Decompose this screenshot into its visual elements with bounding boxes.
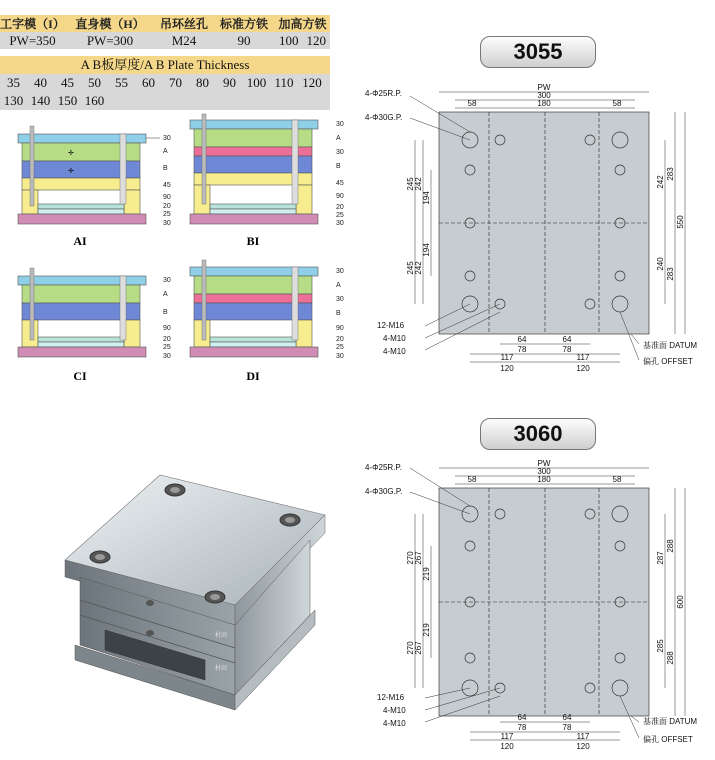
drawing-3060 xyxy=(355,458,715,758)
dim-top: 180 xyxy=(537,475,551,484)
dim-bottom: 64 xyxy=(517,713,527,722)
thickness-value: 150 xyxy=(57,93,78,108)
dim-top: 58 xyxy=(467,99,477,108)
label-m10: 4-M10 xyxy=(383,347,406,356)
thickness-title: A B板厚度/A B Plate Thickness xyxy=(0,56,330,74)
mold-di xyxy=(190,260,344,383)
dim-label: 90 xyxy=(163,194,171,201)
thickness-value: 100 xyxy=(246,75,267,90)
ejector-plate xyxy=(210,204,296,209)
label-datum: 基准面 DATUM xyxy=(643,341,698,350)
plate-bottom-clamp xyxy=(18,347,146,357)
dim-right: 285 xyxy=(656,639,665,653)
spec-value: PW=350 xyxy=(0,32,65,49)
dim-bottom: 117 xyxy=(576,732,590,741)
dim-right: 242 xyxy=(656,175,665,189)
dim-label: 25 xyxy=(336,344,344,351)
dim-left: 267 xyxy=(414,551,423,565)
dim-left: 267 xyxy=(414,641,423,655)
dim-bottom: 78 xyxy=(562,723,572,732)
dim-right: 283 xyxy=(666,267,675,281)
dim-top: 180 xyxy=(537,99,551,108)
dim-label: 30 xyxy=(336,220,344,227)
dim-label: 30 xyxy=(163,220,171,227)
drawing-3055 xyxy=(355,82,715,382)
plate-top-clamp xyxy=(190,120,318,129)
plate-top-clamp xyxy=(18,276,146,285)
spec-header-high: 加高方铁 xyxy=(275,15,330,32)
dim-bottom: 117 xyxy=(500,732,514,741)
label-offset: 偏孔 OFFSET xyxy=(643,735,693,744)
thickness-value: 70 xyxy=(169,75,182,90)
thickness-value: 80 xyxy=(196,75,209,90)
dim-label: 30 xyxy=(336,353,344,360)
plate-bottom-clamp xyxy=(190,347,318,357)
plate-top-clamp xyxy=(190,267,318,276)
spec-header-i: 工字模（I） xyxy=(0,17,65,31)
dim-right: 288 xyxy=(666,539,675,553)
dim-label: 30 xyxy=(163,277,171,284)
dim-right: 600 xyxy=(676,595,685,609)
dim-bottom: 78 xyxy=(517,723,527,732)
dim-right: 288 xyxy=(666,651,675,665)
ejector-plate xyxy=(38,337,124,342)
dim-label: 20 xyxy=(336,336,344,343)
model-3055-badge: 3055 xyxy=(480,36,596,68)
label-offset: 偏孔 OFFSET xyxy=(643,357,693,366)
dim-label: B xyxy=(336,310,341,317)
dim-bottom: 117 xyxy=(576,353,590,362)
mold-base-photo xyxy=(55,465,330,735)
dim-label: 30 xyxy=(336,149,344,156)
dim-label: 45 xyxy=(163,182,171,189)
dim-label: 30 xyxy=(163,135,171,142)
spec-header-hoist: 吊环丝孔 xyxy=(155,15,213,32)
dim-label: 90 xyxy=(336,325,344,332)
dim-label: 25 xyxy=(163,344,171,351)
mold-label: AI xyxy=(73,234,87,248)
dim-bottom: 120 xyxy=(500,742,514,751)
label-gp: 4-Φ30G.P. xyxy=(365,487,403,496)
brand-mark: 村田 xyxy=(215,633,228,639)
spacer-right xyxy=(296,320,312,347)
thickness-row-2 xyxy=(0,92,330,110)
dim-top: 58 xyxy=(612,475,622,484)
label-m16: 12-M16 xyxy=(377,693,405,702)
thickness-value: 35 xyxy=(7,75,20,90)
thickness-value: 160 xyxy=(84,93,105,108)
dim-label: B xyxy=(163,309,168,316)
dim-pw: PW xyxy=(537,459,551,468)
dim-right: 550 xyxy=(676,215,685,229)
dim-bottom: 64 xyxy=(562,713,572,722)
dim-left: 270 xyxy=(406,641,415,655)
thickness-value: 140 xyxy=(30,93,51,108)
dim-top: 300 xyxy=(537,467,551,476)
dim-label: 30 xyxy=(336,121,344,128)
dim-left: 245 xyxy=(406,261,415,275)
guide-pin xyxy=(202,114,206,204)
spec-value: 120 xyxy=(303,32,331,49)
label-m16: 12-M16 xyxy=(377,321,405,330)
label-gp: 4-Φ30G.P. xyxy=(365,113,403,122)
spec-value: PW=300 xyxy=(65,32,155,49)
cross-icon: ✛ xyxy=(68,150,74,157)
dim-bottom: 78 xyxy=(517,345,527,354)
brand-mark: 村田 xyxy=(215,666,228,672)
ejector-retainer xyxy=(210,342,296,347)
guide-pin xyxy=(120,134,126,204)
spec-header-std: 标准方铁 xyxy=(213,15,275,32)
spacer-right xyxy=(124,320,140,347)
label-m10: 4-M10 xyxy=(383,706,406,715)
dim-label: 45 xyxy=(336,180,344,187)
dim-label: A xyxy=(336,135,341,142)
dim-label: 20 xyxy=(336,204,344,211)
dim-left: 194 xyxy=(422,243,431,257)
dim-label: 30 xyxy=(163,353,171,360)
thickness-value: 90 xyxy=(223,75,236,90)
spec-value: M24 xyxy=(155,32,213,49)
mold-diagrams xyxy=(0,112,350,392)
dim-left: 219 xyxy=(422,567,431,581)
ejector-retainer xyxy=(38,209,124,214)
ejector-plate xyxy=(38,204,124,209)
spacer-right xyxy=(124,190,140,214)
dim-label: 20 xyxy=(163,336,171,343)
label-m10: 4-M10 xyxy=(383,334,406,343)
label-m10: 4-M10 xyxy=(383,719,406,728)
dim-top: 58 xyxy=(612,99,622,108)
dim-left: 242 xyxy=(414,177,423,191)
mold-ci xyxy=(18,268,171,383)
cross-icon: ✛ xyxy=(68,168,74,175)
dim-bottom: 120 xyxy=(576,364,590,373)
guide-pin xyxy=(120,276,126,340)
guide-pin xyxy=(292,267,298,340)
label-datum: 基准面 DATUM xyxy=(643,717,698,726)
dim-bottom: 120 xyxy=(576,742,590,751)
dim-top: 58 xyxy=(467,475,477,484)
dim-label: A xyxy=(336,282,341,289)
guide-pin xyxy=(202,260,206,340)
dim-label: 90 xyxy=(336,193,344,200)
mold-ai xyxy=(18,126,171,248)
dim-bottom: 117 xyxy=(500,353,514,362)
dim-left: 245 xyxy=(406,177,415,191)
mold-label: BI xyxy=(246,234,260,248)
plate-bottom-clamp xyxy=(18,214,146,224)
dim-label: B xyxy=(163,165,168,172)
guide-pin xyxy=(292,120,298,204)
thickness-value: 110 xyxy=(274,75,294,90)
dim-left: 219 xyxy=(422,623,431,637)
thickness-value: 55 xyxy=(115,75,128,90)
dim-label: B xyxy=(336,163,341,170)
guide-pin xyxy=(30,126,34,206)
label-rp: 4-Φ25R.P. xyxy=(365,89,402,98)
dim-label: 90 xyxy=(163,325,171,332)
dim-top: 300 xyxy=(537,91,551,100)
dim-label: 25 xyxy=(336,212,344,219)
dim-label: A xyxy=(163,291,168,298)
dim-label: A xyxy=(163,148,168,155)
spec-value: 100 xyxy=(275,32,303,49)
mold-label: CI xyxy=(73,369,87,383)
thickness-value: 45 xyxy=(61,75,74,90)
thickness-value: 60 xyxy=(142,75,155,90)
dim-label: 20 xyxy=(163,203,171,210)
thickness-value: 120 xyxy=(302,75,322,90)
ejector-retainer xyxy=(210,209,296,214)
mold-label: DI xyxy=(246,369,260,383)
ejector-plate xyxy=(210,337,296,342)
dim-bottom: 64 xyxy=(517,335,527,344)
thickness-value: 50 xyxy=(88,75,101,90)
ejector-retainer xyxy=(38,342,124,347)
spacer-right xyxy=(296,185,312,214)
plate-top-clamp xyxy=(18,134,146,143)
spec-value: 90 xyxy=(213,32,275,49)
dim-right: 240 xyxy=(656,257,665,271)
dim-pw: PW xyxy=(537,83,551,92)
thickness-value: 130 xyxy=(3,93,24,108)
dim-label: 30 xyxy=(336,296,344,303)
plate-bottom-clamp xyxy=(190,214,318,224)
dim-left: 194 xyxy=(422,191,431,205)
guide-pin xyxy=(30,268,34,340)
dim-label: 25 xyxy=(163,211,171,218)
dim-label: 30 xyxy=(336,268,344,275)
dim-left: 270 xyxy=(406,551,415,565)
spec-value-row xyxy=(0,32,330,49)
thickness-value: 40 xyxy=(34,75,47,90)
label-rp: 4-Φ25R.P. xyxy=(365,463,402,472)
dim-bottom: 64 xyxy=(562,335,572,344)
dim-right: 287 xyxy=(656,551,665,565)
mold-bi xyxy=(190,114,344,248)
dim-right: 283 xyxy=(666,167,675,181)
model-3060-badge: 3060 xyxy=(480,418,596,450)
dim-bottom: 120 xyxy=(500,364,514,373)
dim-bottom: 78 xyxy=(562,345,572,354)
spec-header-row xyxy=(0,15,330,32)
spec-table xyxy=(0,15,330,49)
spec-header-h: 直身模（H） xyxy=(65,15,155,32)
thickness-row-1 xyxy=(0,74,330,92)
dim-left: 242 xyxy=(414,261,423,275)
